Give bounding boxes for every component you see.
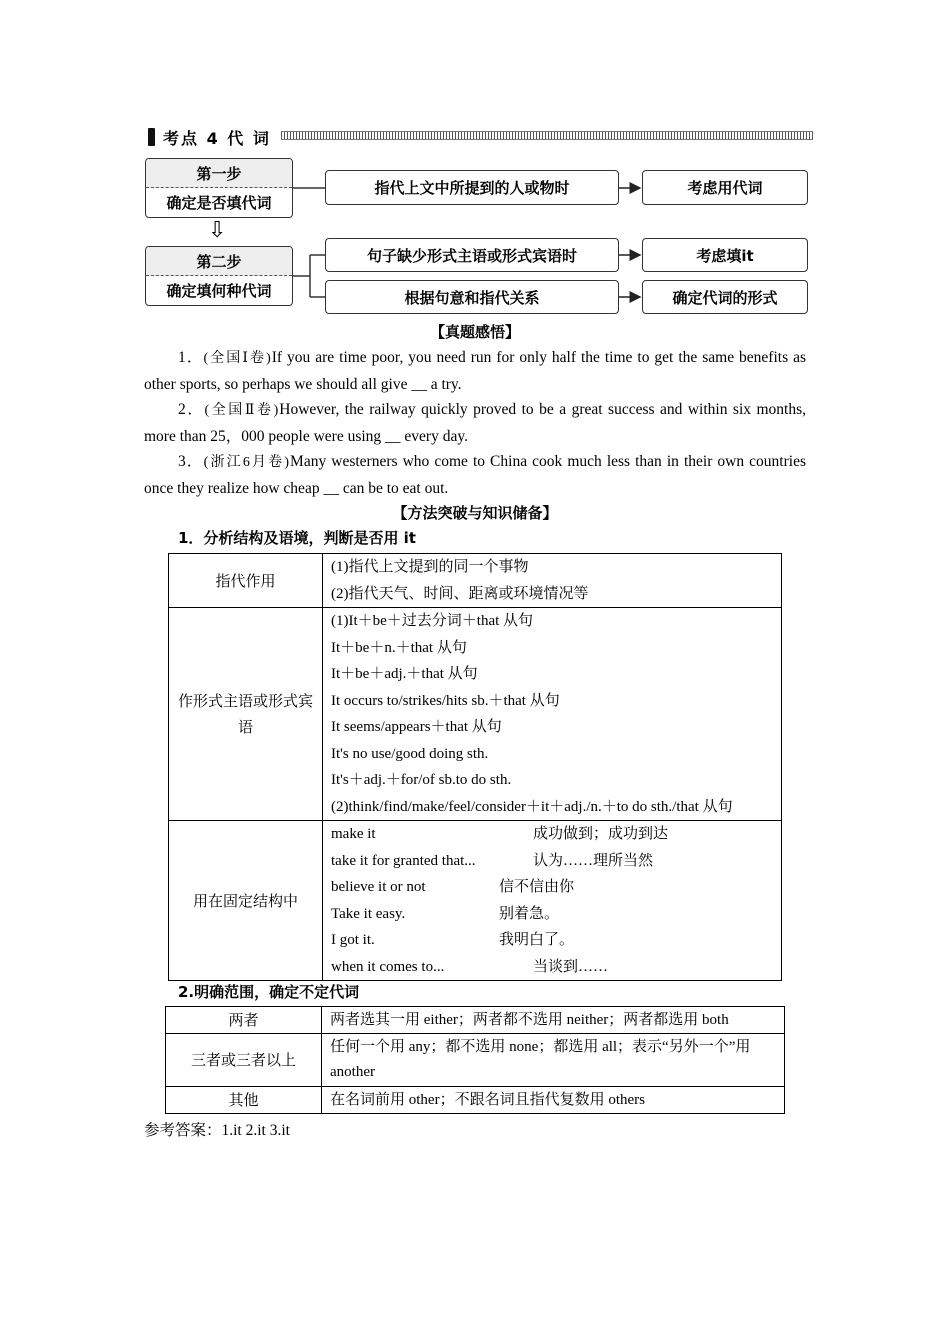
indefinite-pronoun-table [165,1006,785,1114]
question-text: If you are time poor, you need run for only half the time to get the same benefits as other sports, so perhaps we should all give __ a try. [144,349,806,393]
row-label: 两者 [166,1007,322,1034]
step1-title: 第一步 [146,159,292,188]
step2-title: 第二步 [146,247,292,276]
phrase-en: believe it or not [331,879,426,895]
condition-box-3: 根据句意和指代关系 [325,280,619,314]
heading-exam-insights: 【真题感悟】 [429,323,520,341]
question-2 [144,397,806,449]
phrase-en: take it for granted that... [331,852,476,869]
subheading-indefinite: 2.明确范围，确定不定代词 [178,983,360,1001]
condition-box-1: 指代上文中所提到的人或物时 [325,170,619,205]
table-row [169,821,782,981]
question-number: 2． [178,401,205,418]
table-row [166,1087,785,1114]
row-label: 用在固定结构中 [169,821,323,981]
phrase-pair [323,927,781,954]
result-box-2: 考虑填it [642,238,808,272]
phrase-en: Take it easy. [331,905,406,922]
table-line: (1)It＋be＋过去分词＋that 从句 [331,613,534,629]
phrase-pair [323,954,781,981]
phrase-pair [323,848,781,875]
it-usage-table [168,553,782,981]
down-arrow-icon: ⇩ [208,218,227,243]
section-title: 考点 4 代 词 [163,129,271,148]
phrase-zh: 成功做到；成功到达 [533,826,669,842]
row-content: 两者选其一用 either；两者都不选用 neither；两者都选用 both [322,1007,785,1034]
row-content [323,554,782,608]
table-line: (2)think/find/make/feel/consider＋it＋adj./n.＋to do sth./that 从句 [331,798,733,815]
table-row [169,554,782,608]
phrase-zh: 认为……理所当然 [533,852,654,869]
step1-desc: 确定是否填代词 [166,194,272,212]
phrase-en: I got it. [331,932,375,948]
phrase-pair [323,821,781,848]
question-number: 1． [178,349,204,366]
question-source: (浙江6月卷) [203,455,291,470]
result-box-3: 确定代词的形式 [642,280,808,314]
row-content: 任何一个用 any；都不选用 none；都选用 all；表示“另外一个”用 another [322,1034,785,1087]
step2-box [145,246,293,306]
phrase-pair [323,901,781,928]
step1-box [145,158,293,218]
phrase-pair [323,874,781,901]
row-content [323,608,782,821]
phrase-en: make it [331,826,376,842]
phrase-en: when it comes to... [331,958,445,975]
table-line: (2)指代天气、时间、距离或环境情况等 [331,585,589,602]
row-label: 三者或三者以上 [166,1034,322,1087]
table-line: It occurs to/strikes/hits sb.＋that 从句 [331,692,560,709]
row-label: 其他 [166,1087,322,1114]
phrase-zh: 我明白了。 [499,932,575,948]
heading-methods: 【方法突破与知识储备】 [392,504,558,522]
row-content: 在名词前用 other；不跟名词且指代复数用 others [322,1087,785,1114]
table-row [166,1034,785,1087]
table-line: It＋be＋adj.＋that 从句 [331,666,478,682]
table-line: It＋be＋n.＋that 从句 [331,639,467,656]
question-text: Many westerners who come to China cook much less than in their own countries once they realize how cheap __ can be to eat out. [144,453,806,497]
subheading-it: 1．分析结构及语境，判断是否用 it [178,529,416,547]
question-source: (全国Ⅰ卷) [203,351,272,366]
row-content [323,821,782,981]
condition-box-2: 句子缺少形式主语或形式宾语时 [325,238,619,272]
row-label: 指代作用 [169,554,323,608]
question-source: (全国Ⅱ卷) [204,403,280,418]
step2-desc: 确定填何种代词 [166,282,272,300]
table-line: It's＋adj.＋for/of sb.to do sth. [331,772,512,788]
row-label: 作形式主语或形式宾语 [169,608,323,821]
question-number: 3． [178,453,204,470]
table-line: It seems/appears＋that 从句 [331,719,502,735]
table-row [169,608,782,821]
table-line: (1)指代上文提到的同一个事物 [331,559,529,575]
question-3 [144,449,806,501]
table-line: It's no use/good doing sth. [331,745,489,762]
phrase-zh: 当谈到…… [533,958,609,975]
table-row [166,1007,785,1034]
result-box-1: 考虑用代词 [642,170,808,205]
reference-answer: 参考答案：1.it 2.it 3.it [144,1122,290,1139]
question-1 [144,345,806,397]
question-text: However, the railway quickly proved to be a great success and within six months, more than 25，000 people were using __ every day. [144,401,806,445]
phrase-zh: 信不信由你 [499,879,575,895]
phrase-zh: 别着急。 [499,905,560,922]
